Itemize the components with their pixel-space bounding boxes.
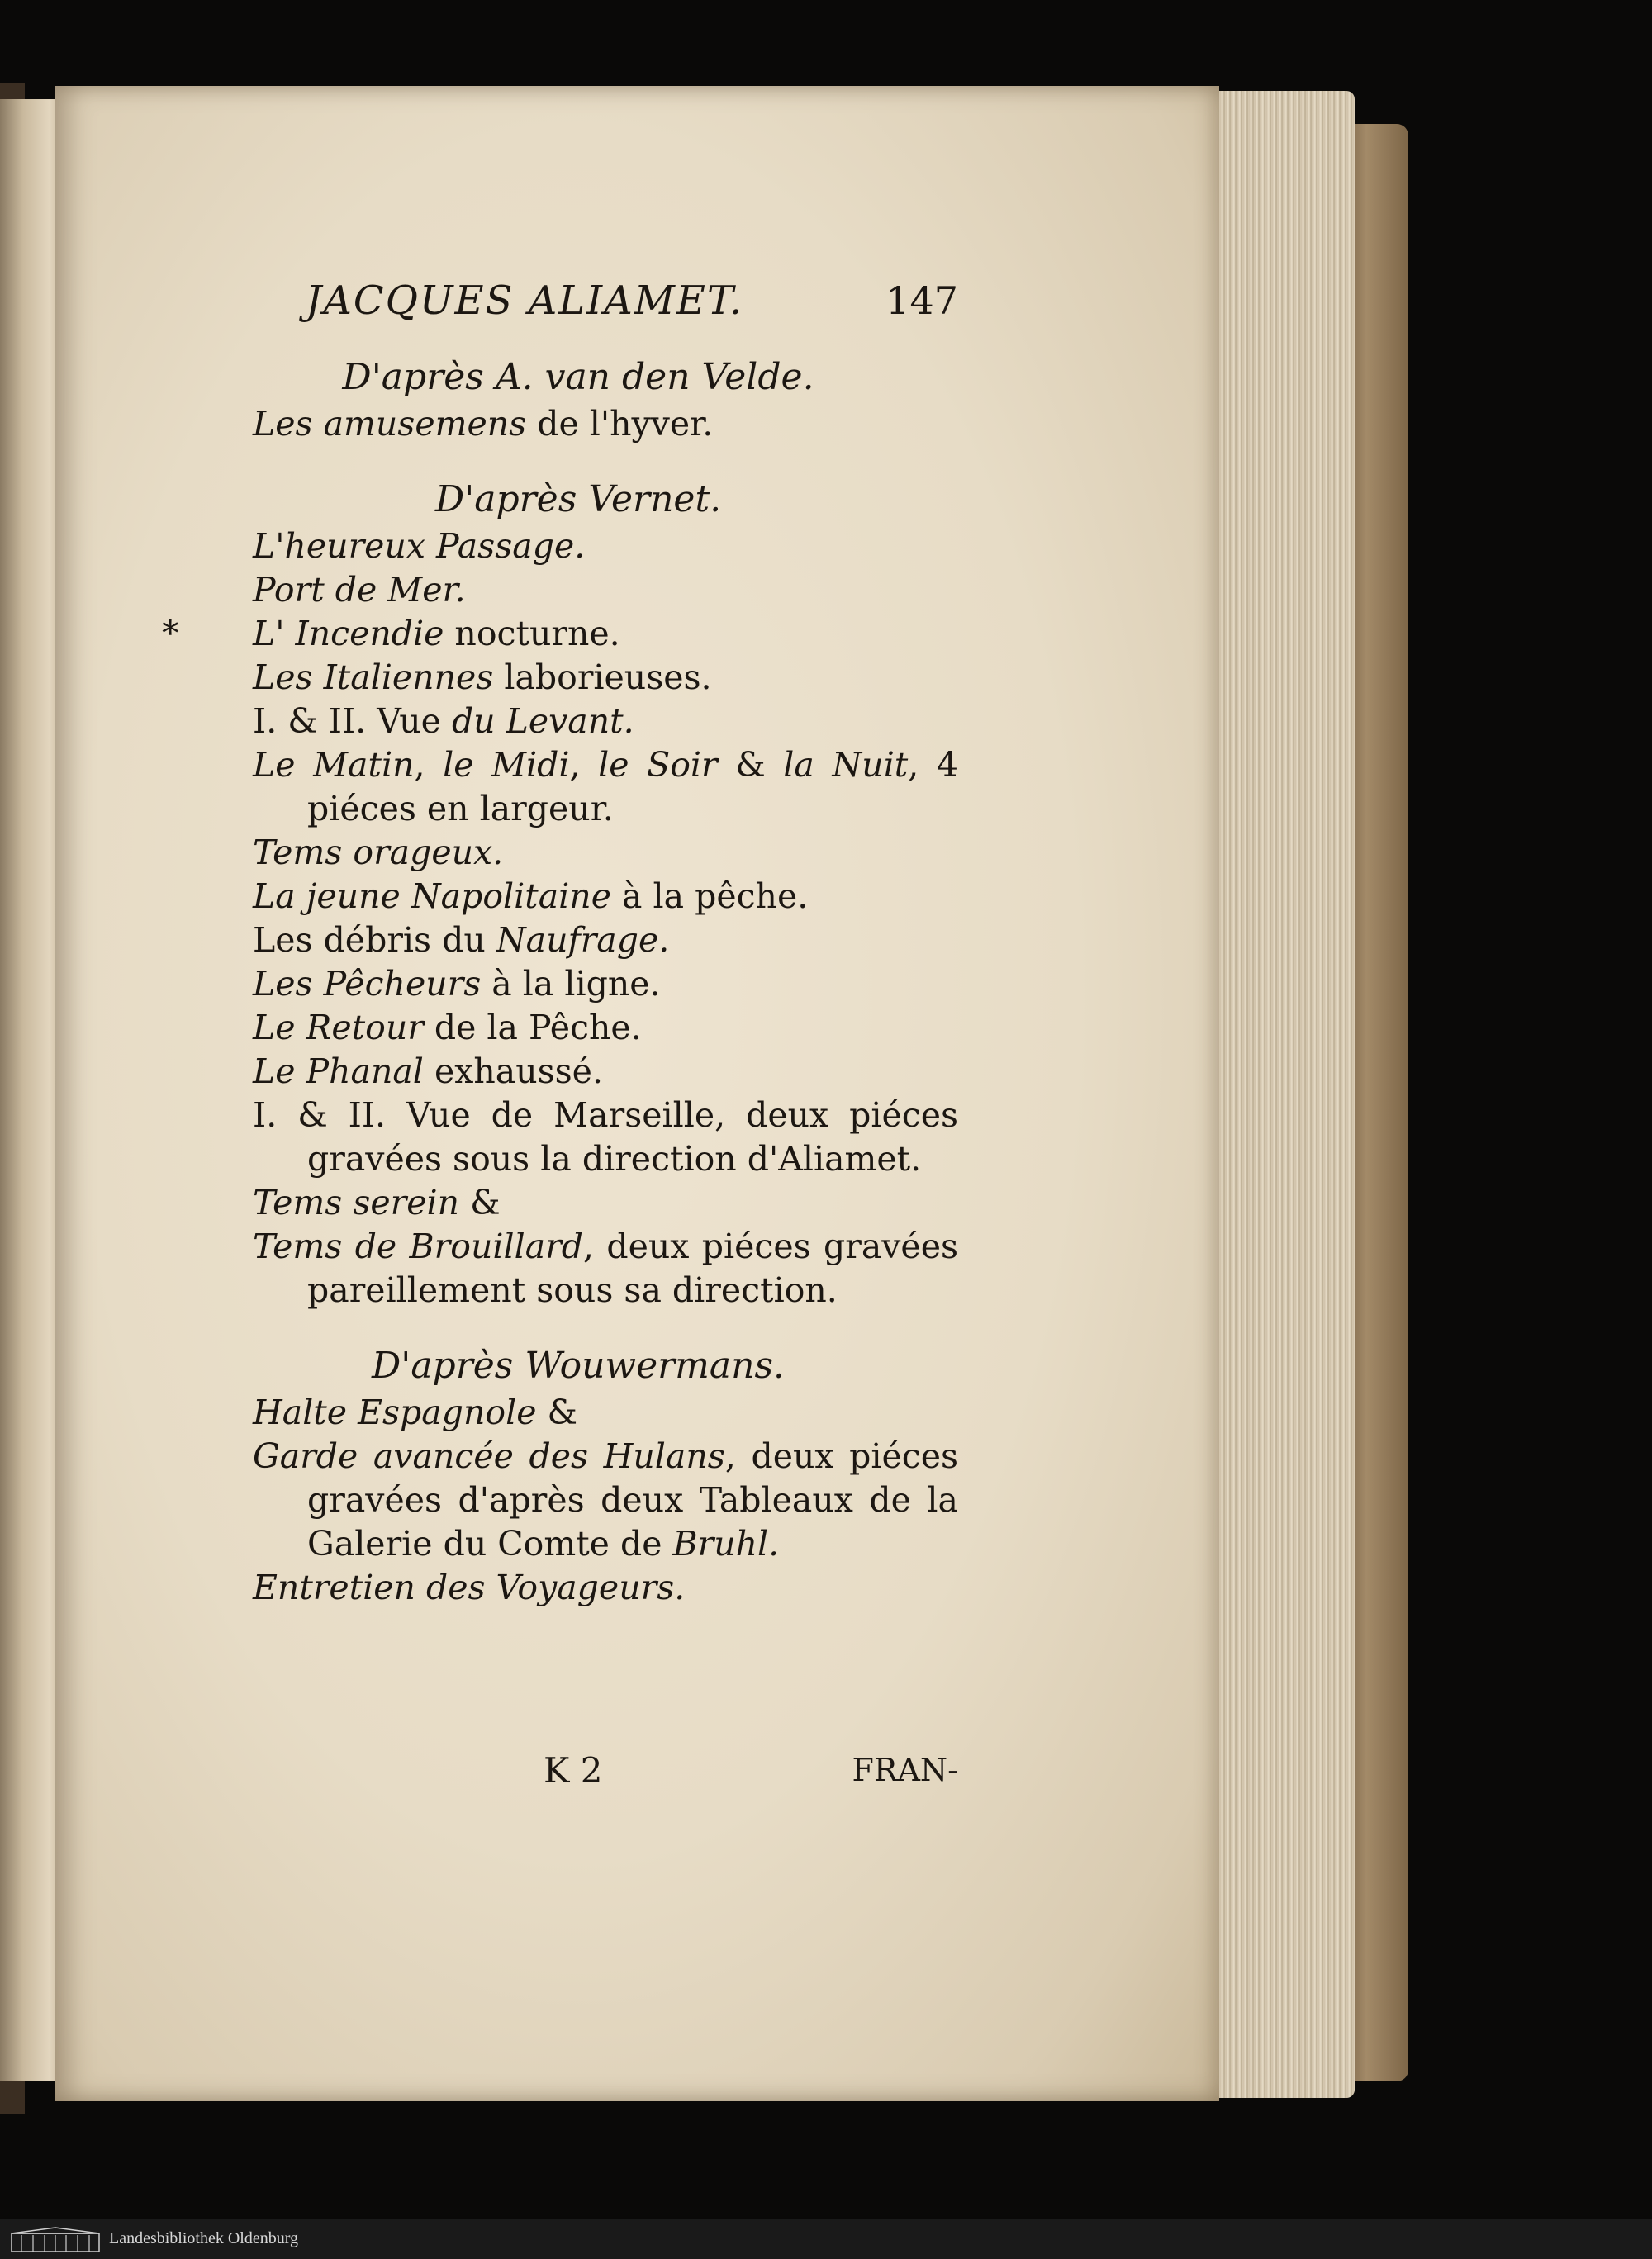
- entry-title-italic: Halte Espagnole: [253, 1393, 537, 1432]
- entry-title-italic: L'heureux Passage.: [253, 526, 586, 566]
- entry-text: exhaussé.: [423, 1051, 603, 1091]
- section-heading: D'après A. van den Velde.: [342, 356, 814, 398]
- entry-title-italic: L' Incendie: [253, 614, 444, 653]
- section-heading: D'après Wouwermans.: [371, 1345, 786, 1387]
- entry-title-italic: Garde avancée des Hulans: [253, 1436, 725, 1476]
- catalogue-entry: [253, 875, 958, 918]
- entry-title-italic: Les Italiennes: [253, 657, 494, 697]
- entry-text: ,: [569, 745, 599, 785]
- catalogue-entry: [253, 700, 958, 743]
- page-edges-stack: [1214, 91, 1355, 2098]
- entry-title-italic: Le Retour: [253, 1008, 424, 1047]
- library-bar: [0, 2219, 1652, 2259]
- running-title: JACQUES ALIAMET.: [306, 278, 744, 324]
- entry-text: de l'hyver.: [526, 404, 714, 444]
- entry-text: à la ligne.: [481, 964, 661, 1004]
- catalogue-entry: [253, 1566, 958, 1610]
- catchword: FRAN-: [852, 1752, 958, 1788]
- entry-text: &: [536, 1393, 577, 1432]
- catalogue-sections: [162, 355, 959, 1610]
- entry-title-italic: Tems orageux.: [253, 833, 504, 872]
- entry-text: I. & II. Vue de Marseille, deux piéces gravées sous la direction d'Aliamet.: [253, 1095, 958, 1179]
- signature-mark: K 2: [544, 1750, 603, 1791]
- catalogue-entry: [253, 402, 958, 446]
- running-head: [198, 279, 958, 350]
- entry-title-italic: Tems de Brouillard: [253, 1227, 583, 1266]
- entry-title-italic: La jeune Napolitaine: [253, 876, 611, 916]
- entry-text: &: [459, 1183, 501, 1222]
- entry-title-italic: Les amusemens: [253, 404, 527, 444]
- catalogue-entry: [253, 1006, 958, 1050]
- page-text: [162, 278, 959, 1798]
- catalogue-entry: [253, 568, 958, 612]
- entry-title-italic: le Soir: [598, 745, 718, 785]
- entry-title-italic: Port de Mer.: [253, 570, 466, 610]
- entry-text: ,: [414, 745, 444, 785]
- catalogue-entry: [253, 1094, 958, 1181]
- library-name: Landesbibliothek Oldenburg: [109, 2229, 299, 2247]
- entry-title-italic: Naufrage.: [496, 920, 670, 960]
- catalogue-entry: [253, 962, 958, 1006]
- catalogue-entry: [253, 918, 958, 962]
- catalogue-entry: [253, 831, 958, 875]
- entry-title-italic: la Nuit: [783, 745, 909, 785]
- entry-title-italic: Entretien des Voyageurs.: [253, 1568, 686, 1607]
- catalogue-entry: [253, 1050, 958, 1094]
- entry-text: &: [717, 745, 784, 785]
- catalogue-entry: [253, 656, 958, 700]
- asterisk-mark: *: [162, 614, 179, 653]
- catalogue-entry: [253, 1225, 958, 1312]
- entry-title-italic: Le Phanal: [253, 1051, 424, 1091]
- entry-text: , deux piéces gravées d'après deux Tableaux de la Galerie du Comte de: [307, 1436, 958, 1564]
- entry-title-italic: Le Matin: [253, 745, 415, 785]
- entry-text: à la pêche.: [610, 876, 809, 916]
- entry-title-italic: Bruhl.: [672, 1524, 780, 1564]
- entry-title-italic: Tems serein: [253, 1183, 460, 1222]
- catalogue-entry: [253, 1181, 958, 1225]
- entry-text: de la Pêche.: [423, 1008, 642, 1047]
- library-building-icon: [10, 2227, 101, 2253]
- entry-title-italic: Les Pêcheurs: [253, 964, 482, 1004]
- entry-text: Les débris du: [253, 920, 496, 960]
- entry-title-italic: le Midi: [443, 745, 570, 785]
- page-number: 147: [885, 278, 958, 323]
- entry-text: I. & II. Vue: [253, 701, 452, 741]
- section-heading: D'après Vernet.: [434, 478, 722, 520]
- catalogue-entry: [162, 612, 958, 656]
- page-footer: [198, 1749, 958, 1798]
- entry-title-italic: du Levant.: [451, 701, 634, 741]
- catalogue-entry: [253, 743, 958, 831]
- entry-text: , deux piéces gravées pareillement sous sa direction.: [307, 1227, 959, 1310]
- catalogue-entry: [253, 524, 958, 568]
- catalogue-entry: [253, 1435, 958, 1566]
- entry-text: laborieuses.: [493, 657, 712, 697]
- entry-text: nocturne.: [444, 614, 620, 653]
- catalogue-entry: [253, 1391, 958, 1435]
- entry-text: , 4 piéces en largeur.: [307, 745, 958, 828]
